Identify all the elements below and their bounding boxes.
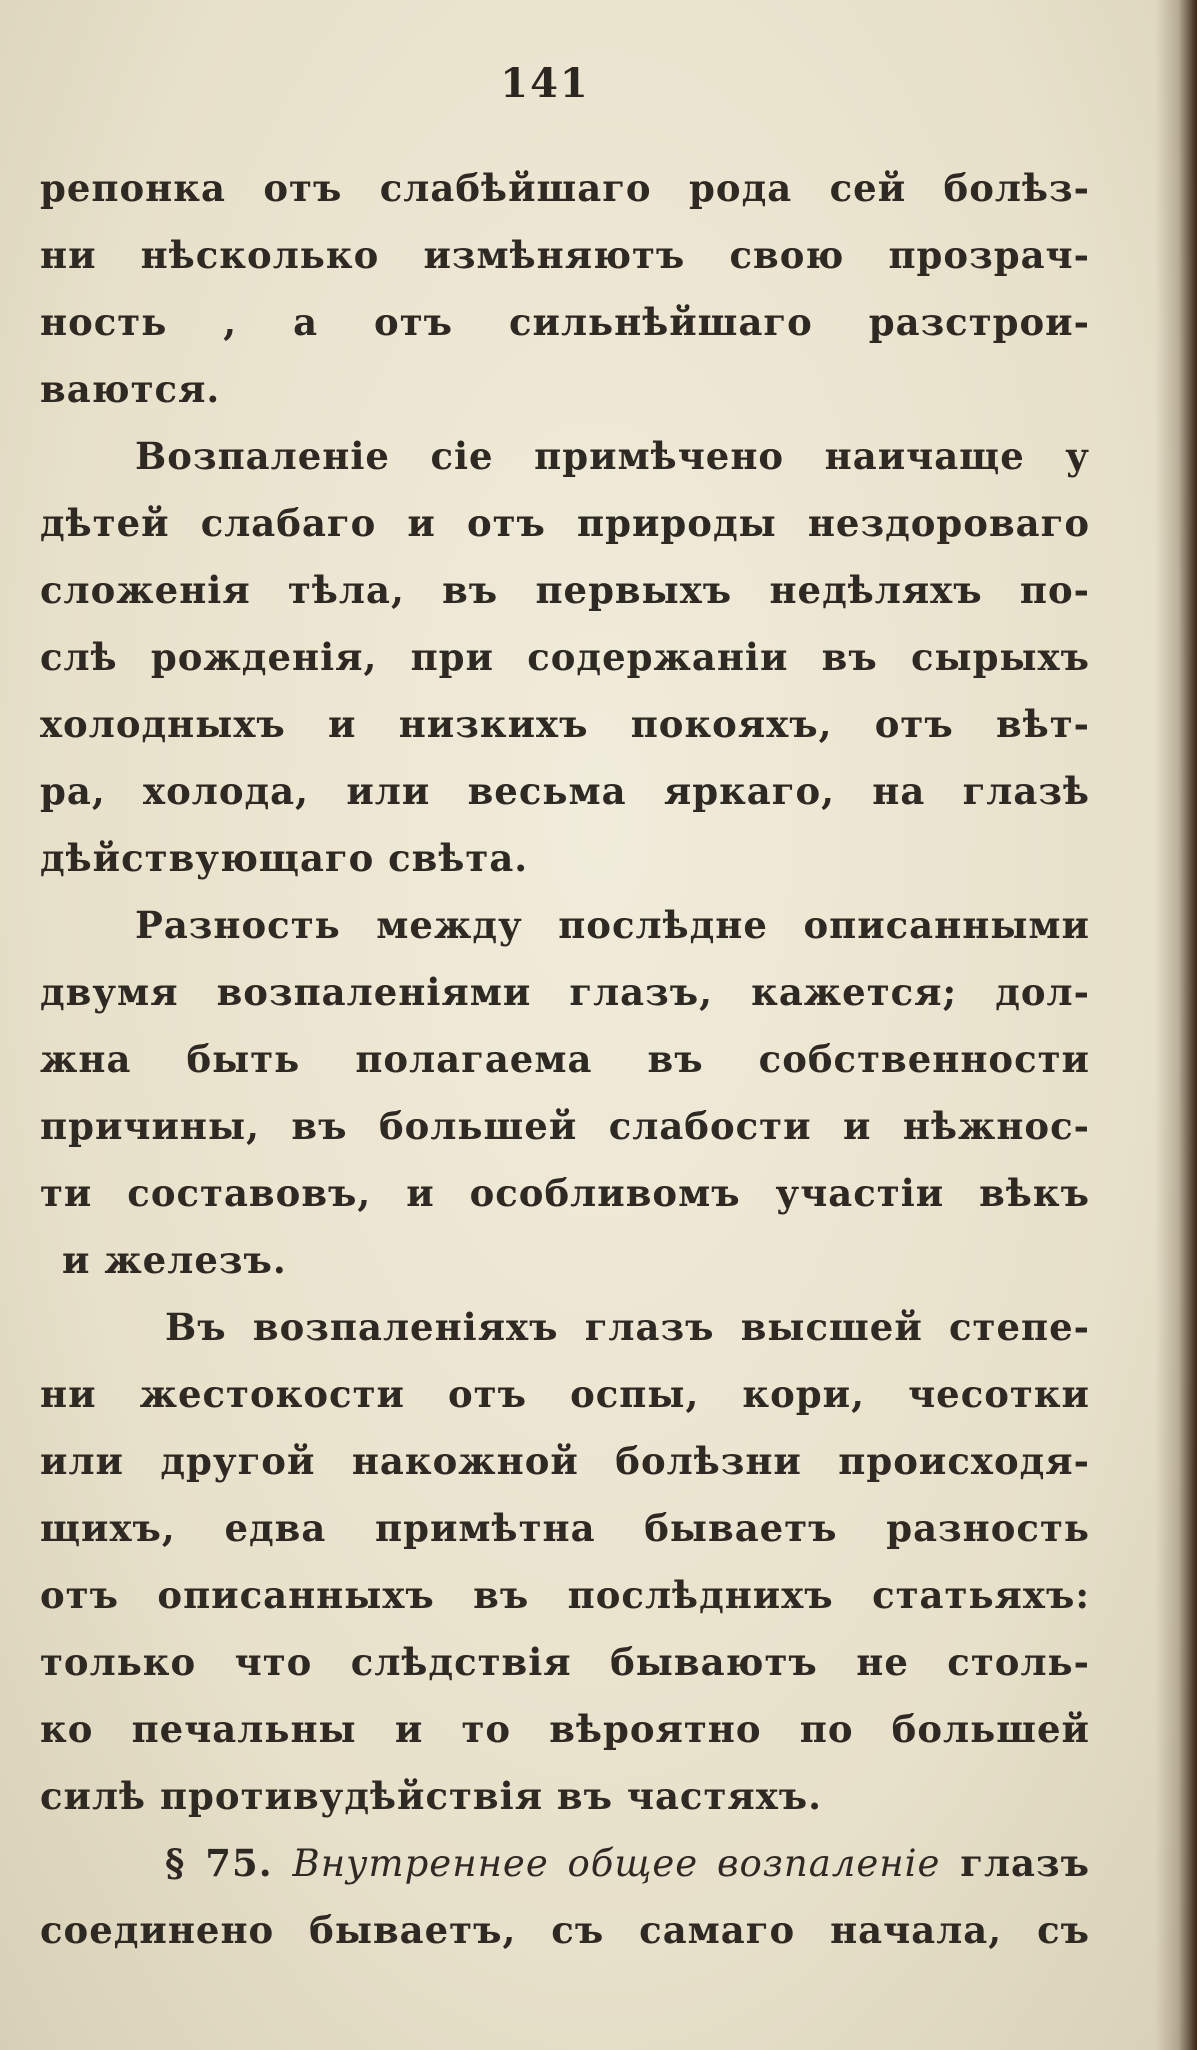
section-title-italic: Внутреннее общее возпаленіе [292,1842,941,1885]
text-line: щихъ, едва примѣтна бываетъ разность [40,1506,1090,1550]
text-line: Разность между послѣдне описанными [135,903,1090,947]
text-line: Возпаленіе сіе примѣчено наичаще у [135,434,1090,478]
text-line: только что слѣдствія бываютъ не столь- [40,1640,1090,1684]
text-line: или другой накожной болѣзни происходя- [40,1439,1090,1483]
text-line: ра, холода, или весьма яркаго, на глазѣ [40,769,1090,813]
text-line: ни нѣсколько измѣняютъ свою прозрач- [40,233,1090,277]
text-line: ность , а отъ сильнѣйшаго разстрои- [40,300,1090,344]
text-line: причины, въ большей слабости и нѣжнос- [40,1104,1090,1148]
page-number: 141 [500,60,590,107]
text-line: соединено бываетъ, съ самаго начала, съ [40,1908,1090,1952]
text-line: ко печальны и то вѣроятно по большей [40,1707,1090,1751]
text-line: ваются. [40,367,221,411]
page-edge-shadow [1155,0,1197,2050]
text-line: жна быть полагаема въ собственности [40,1037,1090,1081]
text-line: силѣ противудѣйствія въ частяхъ. [40,1774,823,1818]
section-heading-line [40,1830,1090,1897]
body-text [40,155,1090,1964]
section-number: § 75. [165,1841,273,1885]
text-line: ни жестокости отъ оспы, кори, чесотки [40,1372,1090,1416]
text-line: и железъ. [62,1238,287,1282]
text-run: глазъ [960,1841,1090,1885]
text-line: репонка отъ слабѣйшаго рода сей болѣз- [40,166,1090,210]
text-line: дѣйствующаго свѣта. [40,836,529,880]
text-line: дѣтей слабаго и отъ природы нездороваго [40,501,1090,545]
text-line: Въ возпаленіяхъ глазъ высшей степе- [165,1305,1090,1349]
text-line: слѣ рожденія, при содержаніи въ сырыхъ [40,635,1090,679]
text-line: ти составовъ, и особливомъ участіи вѣкъ [40,1171,1090,1215]
text-line: холодныхъ и низкихъ покояхъ, отъ вѣт- [40,702,1090,746]
text-line: сложенія тѣла, въ первыхъ недѣляхъ по- [40,568,1090,612]
text-line: двумя возпаленіями глазъ, кажется; дол- [40,970,1090,1014]
text-line: отъ описанныхъ въ послѣднихъ статьяхъ: [40,1573,1090,1617]
